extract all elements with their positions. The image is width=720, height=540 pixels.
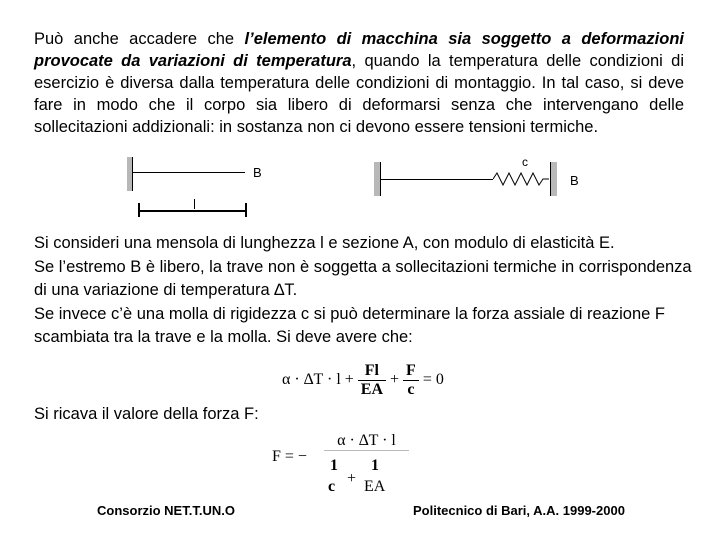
denominator-one: 1: [371, 457, 379, 474]
denominator-ea: EA: [364, 478, 386, 495]
numerator: F: [403, 362, 419, 381]
intro-emphasis: l’elemento di macchina sia soggetto a deformazioni provocate da variazioni di temperatura: [34, 30, 684, 70]
intro-paragraph: [34, 28, 684, 138]
length-label-mark: [194, 199, 195, 209]
spring-wall: [551, 162, 557, 196]
beam: [380, 179, 493, 180]
equation-equilibrium: [282, 362, 444, 399]
wall-edge: [132, 157, 133, 191]
denominator-one: 1: [330, 457, 338, 474]
body-paragraph: [34, 232, 694, 350]
body-line: Si consideri una mensola di lunghezza l e sezione A, con modulo di elasticità E.: [34, 234, 615, 252]
numerator: Fl: [358, 362, 386, 381]
eq-term: = 0: [422, 371, 444, 389]
fraction: [358, 362, 386, 399]
numerator: α · ∆T · l: [324, 432, 409, 451]
end-label-b: B: [570, 173, 579, 188]
eq-term: α · ∆T · l +: [282, 371, 354, 389]
result-label: Si ricava il valore della forza F:: [34, 405, 259, 423]
spring-label-c: c: [522, 155, 528, 169]
intro-text: Può anche accadere che: [34, 30, 245, 48]
spring-icon: [493, 171, 550, 187]
body-line: Se invece c’è una molla di rigidezza c si può determinare la forza assiale di reazione F scambiata tra la trave e la molla. Si deve avere che:: [34, 304, 665, 346]
body-line: Se l’estremo B è libero, la trave non è soggetta a sollecitazioni termiche in corrispondenza di una variazione di temperatura ∆T.: [34, 257, 692, 299]
denominator: EA: [360, 381, 384, 398]
dim-tick: [138, 203, 140, 217]
footer-right: Politecnico di Bari, A.A. 1999-2000: [413, 503, 625, 518]
dim-tick: [245, 203, 247, 217]
footer-left: Consorzio NET.T.UN.O: [97, 503, 235, 518]
end-label-b: B: [253, 165, 262, 180]
denominator-c: c: [328, 478, 336, 495]
length-dimension: [138, 210, 246, 212]
beam: [133, 172, 245, 173]
eq-term: +: [390, 371, 400, 389]
fraction: [403, 362, 419, 399]
eq-term: F = −: [272, 448, 307, 465]
equation-force: [272, 432, 422, 497]
denominator: c: [407, 381, 415, 398]
eq-term: +: [347, 470, 357, 487]
intro-text-end: , quando la temperatura delle condizioni di esercizio è diversa dalla temperatura delle condizioni di montaggio. In tal caso, si deve fare in modo che il corpo sia libero di deformarsi senza che intervengano delle sollecitazioni addizionali: in sostanza non ci devono essere tensioni termiche.: [34, 52, 684, 136]
